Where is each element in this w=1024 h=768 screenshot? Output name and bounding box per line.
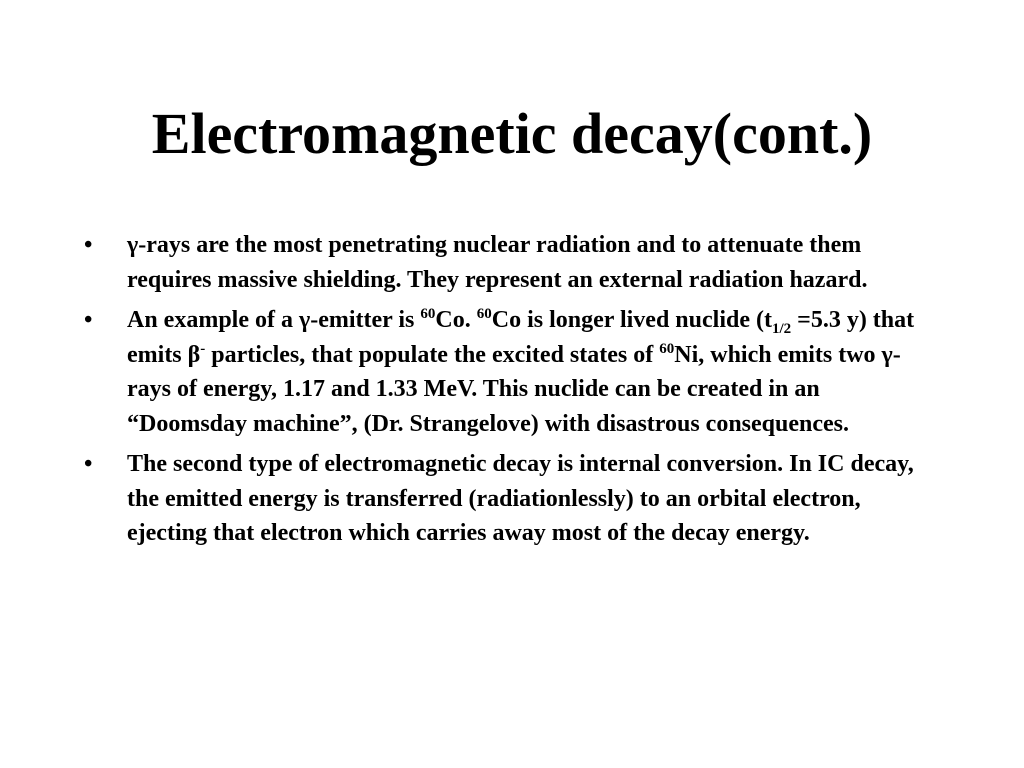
bullet-marker: •	[84, 232, 93, 258]
subscript-half-life: 1/2	[771, 320, 792, 337]
slide-title: Electromagnetic decay(cont.)	[151, 101, 873, 166]
bullet-item-2	[84, 303, 944, 441]
bullet-marker: •	[84, 307, 93, 333]
bullet-text: The second type of electromagnetic decay is internal conversion. In IC decay, the emitted energy is transferred (radiationlessly) to an orbital electron, ejecting that electron which carries away most of the decay energy.	[127, 451, 914, 546]
superscript-mass-number: 60	[659, 340, 675, 357]
bullet-marker: •	[84, 451, 93, 477]
bullet-list	[84, 228, 944, 557]
superscript-mass-number: 60	[476, 306, 492, 322]
bullet-text: An example of a γ-emitter is $^{60}$Co. $^{60}$Co is longer lived nuclide ($t_{1/2} =5.3$ y) that emits β- particles, that populate the excited states of $^{60}$Ni, which emits two γ-rays of energy, 1.17 and 1.33 MeV. This nuclide can be created in an “Doomsday machine”, (Dr. Strangelove) with disastrous consequences.	[127, 306, 915, 437]
bullet-text: γ-rays are the most penetrating nuclear radiation and to attenuate them requires massive shielding. They represent an external radiation hazard.	[127, 232, 868, 293]
superscript-charge: -	[200, 340, 206, 357]
bullet-item-3	[84, 447, 944, 551]
bullet-item-1	[84, 228, 944, 297]
superscript-mass-number: 60	[420, 306, 436, 322]
